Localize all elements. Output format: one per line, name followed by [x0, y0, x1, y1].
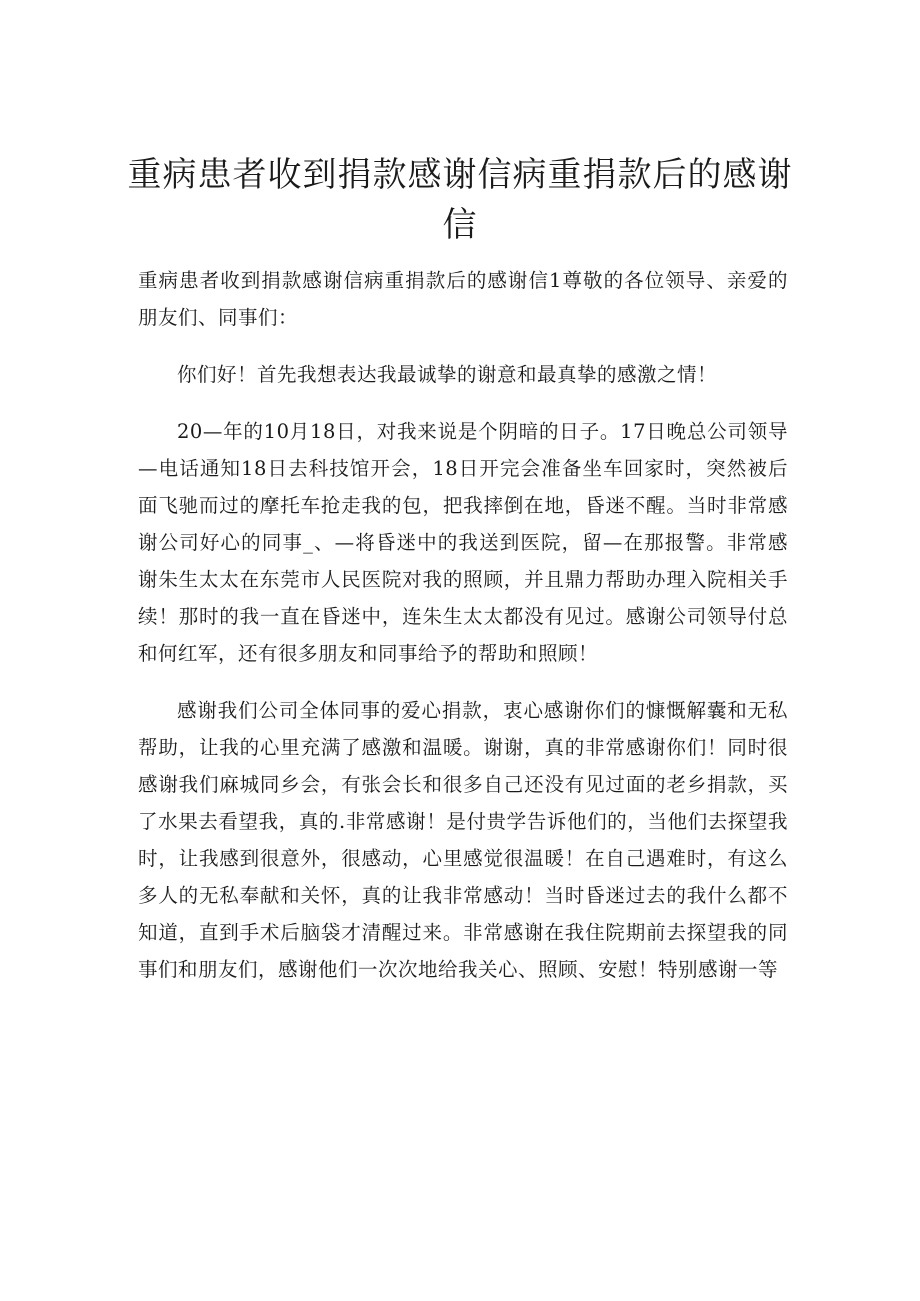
- paragraph-greeting: 你们好！首先我想表达我最诚挚的谢意和最真挚的感激之情！: [177, 363, 718, 386]
- paragraph-salutation: 重病患者收到捐款感谢信病重捐款后的感谢信1尊敬的各位领导、亲爱的朋友们、同事们：: [138, 269, 788, 329]
- document-title: 重病患者收到捐款感谢信病重捐款后的感谢信: [127, 155, 793, 245]
- document-body: [138, 262, 788, 988]
- paragraph-incident: 20—年的10月18日，对我来说是个阴暗的日子。17日晚总公司领导—电话通知18日去科技馆开会，18日开完会准备坐车回家时，突然被后面飞驰而过的摩托车抢走我的包，把我摔倒在地，昏迷不醒。当时非常感谢公司好心的同事_、—将昏迷中的我送到医院，留—在那报警。非常感谢朱生太太在东莞市人民医院对我的照顾，并且鼎力帮助办理入院相关手续！那时的我一直在昏迷中，连朱生太太都没有见过。感谢公司领导付总和何红军，还有很多朋友和同事给予的帮助和照顾！: [138, 420, 788, 665]
- paragraph-thanks: 感谢我们公司全体同事的爱心捐款，衷心感谢你们的慷慨解囊和无私帮助，让我的心里充满了感激和温暖。谢谢，真的非常感谢你们！同时很感谢我们麻城同乡会，有张会长和很多自己还没有见过面的老乡捐款，买了水果去看望我，真的.非常感谢！是付贵学告诉他们的，当他们去探望我时，让我感到很意外，很感动，心里感觉很温暖！在自己遇难时，有这么多人的无私奉献和关怀，真的让我非常感动！当时昏迷过去的我什么都不知道，直到手术后脑袋才清醒过来。非常感谢在我住院期前去探望我的同事们和朋友们，感谢他们一次次地给我关心、照顾、安慰！特别感谢一等: [138, 699, 788, 981]
